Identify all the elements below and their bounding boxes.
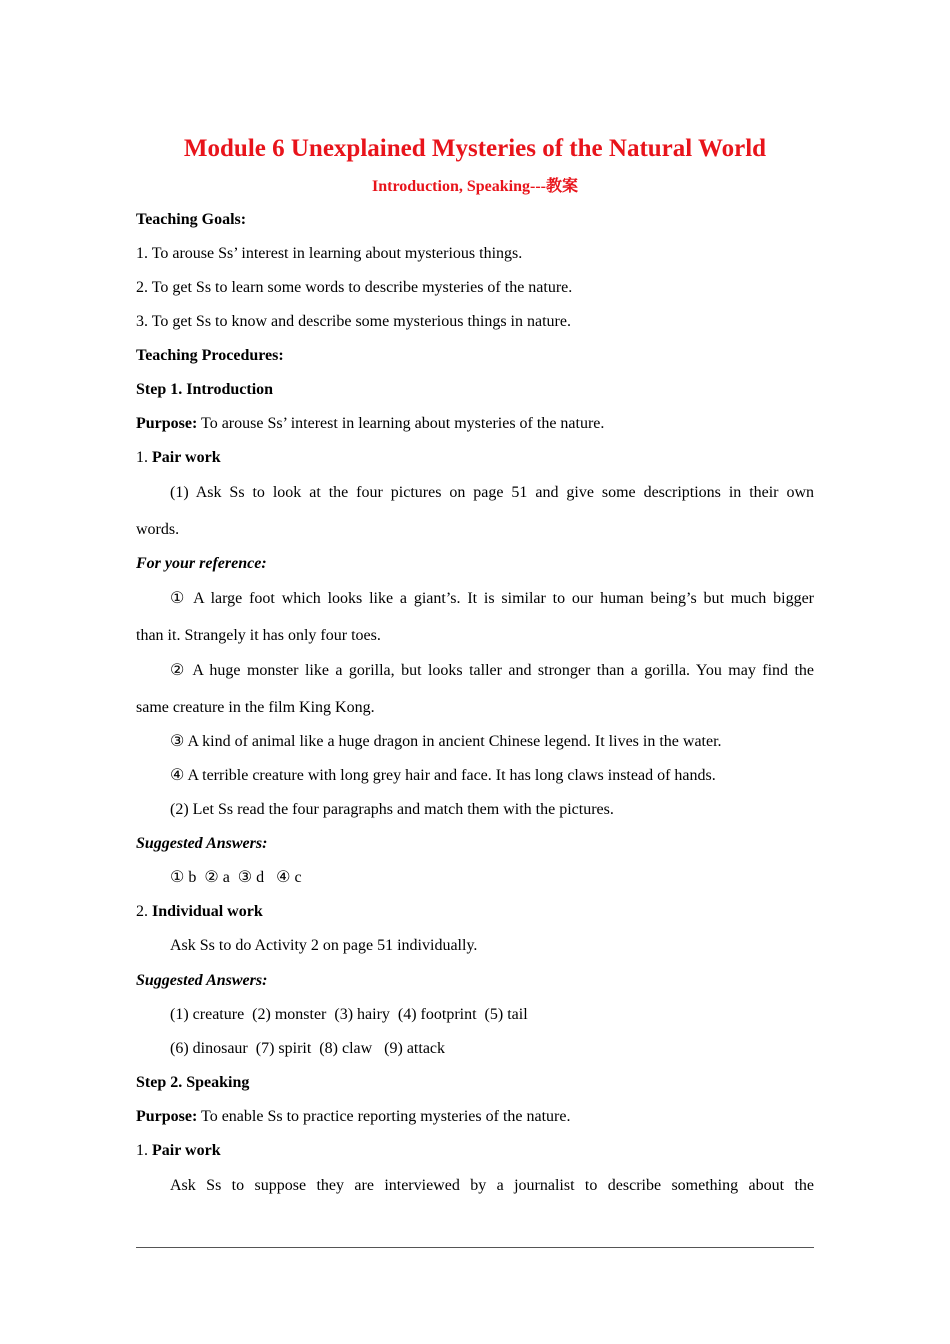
step1-purpose: Purpose: To arouse Ss’ interest in learning about mysteries of the nature. [136, 415, 605, 432]
reference-item-1: ① A large foot which looks like a giant’s. It is similar to our human being’s but much bigger [170, 590, 814, 607]
step2-purpose: Purpose: To enable Ss to practice reporting mysteries of the nature. [136, 1108, 571, 1125]
answers-list: ① b ② a ③ d ④ c [170, 869, 302, 886]
goal-item: 1. To arouse Ss’ interest in learning about mysterious things. [136, 245, 523, 262]
step1-heading: Step 1. Introduction [136, 381, 274, 398]
answers-list: (1) creature (2) monster (3) hairy (4) footprint (5) tail [170, 1006, 528, 1023]
reference-item-2: ② A huge monster like a gorilla, but looks taller and stronger than a gorilla. You may find the [170, 662, 814, 679]
reference-item-1-cont: than it. Strangely it has only four toes. [136, 627, 381, 644]
procedures-heading: Teaching Procedures: [136, 347, 284, 364]
task1-line2: words. [136, 521, 180, 538]
answers-label: Suggested Answers: [136, 835, 268, 852]
page-subtitle: Introduction, Speaking---教案 [372, 178, 578, 195]
individual-work: 2. Individual work [136, 903, 263, 920]
task2: (2) Let Ss read the four paragraphs and match them with the pictures. [170, 801, 614, 818]
individual-task: Ask Ss to do Activity 2 on page 51 individually. [170, 937, 478, 954]
reference-item-3: ③ A kind of animal like a huge dragon in ancient Chinese legend. It lives in the water. [170, 733, 722, 750]
answers-list: (6) dinosaur (7) spirit (8) claw (9) attack [170, 1040, 446, 1057]
reference-item-4: ④ A terrible creature with long grey hair and face. It has long claws instead of hands. [170, 767, 716, 784]
step1-pair-work: 1. Pair work [136, 449, 221, 466]
goal-item: 2. To get Ss to learn some words to describe mysteries of the nature. [136, 279, 573, 296]
step2-heading: Step 2. Speaking [136, 1074, 250, 1091]
reference-label: For your reference: [136, 555, 267, 572]
step2-task-line1: Ask Ss to suppose they are interviewed by a journalist to describe something about the [170, 1177, 814, 1194]
goal-item: 3. To get Ss to know and describe some mysterious things in nature. [136, 313, 571, 330]
answers-label: Suggested Answers: [136, 972, 268, 989]
reference-item-2-cont: same creature in the film King Kong. [136, 699, 375, 716]
teaching-goals-heading: Teaching Goals: [136, 211, 247, 228]
footer-rule [136, 1247, 814, 1248]
step2-pair-work: 1. Pair work [136, 1142, 221, 1159]
task1-line1: (1) Ask Ss to look at the four pictures on page 51 and give some descriptions in their own [170, 484, 814, 501]
page-title: Module 6 Unexplained Mysteries of the Natural World [183, 135, 767, 162]
